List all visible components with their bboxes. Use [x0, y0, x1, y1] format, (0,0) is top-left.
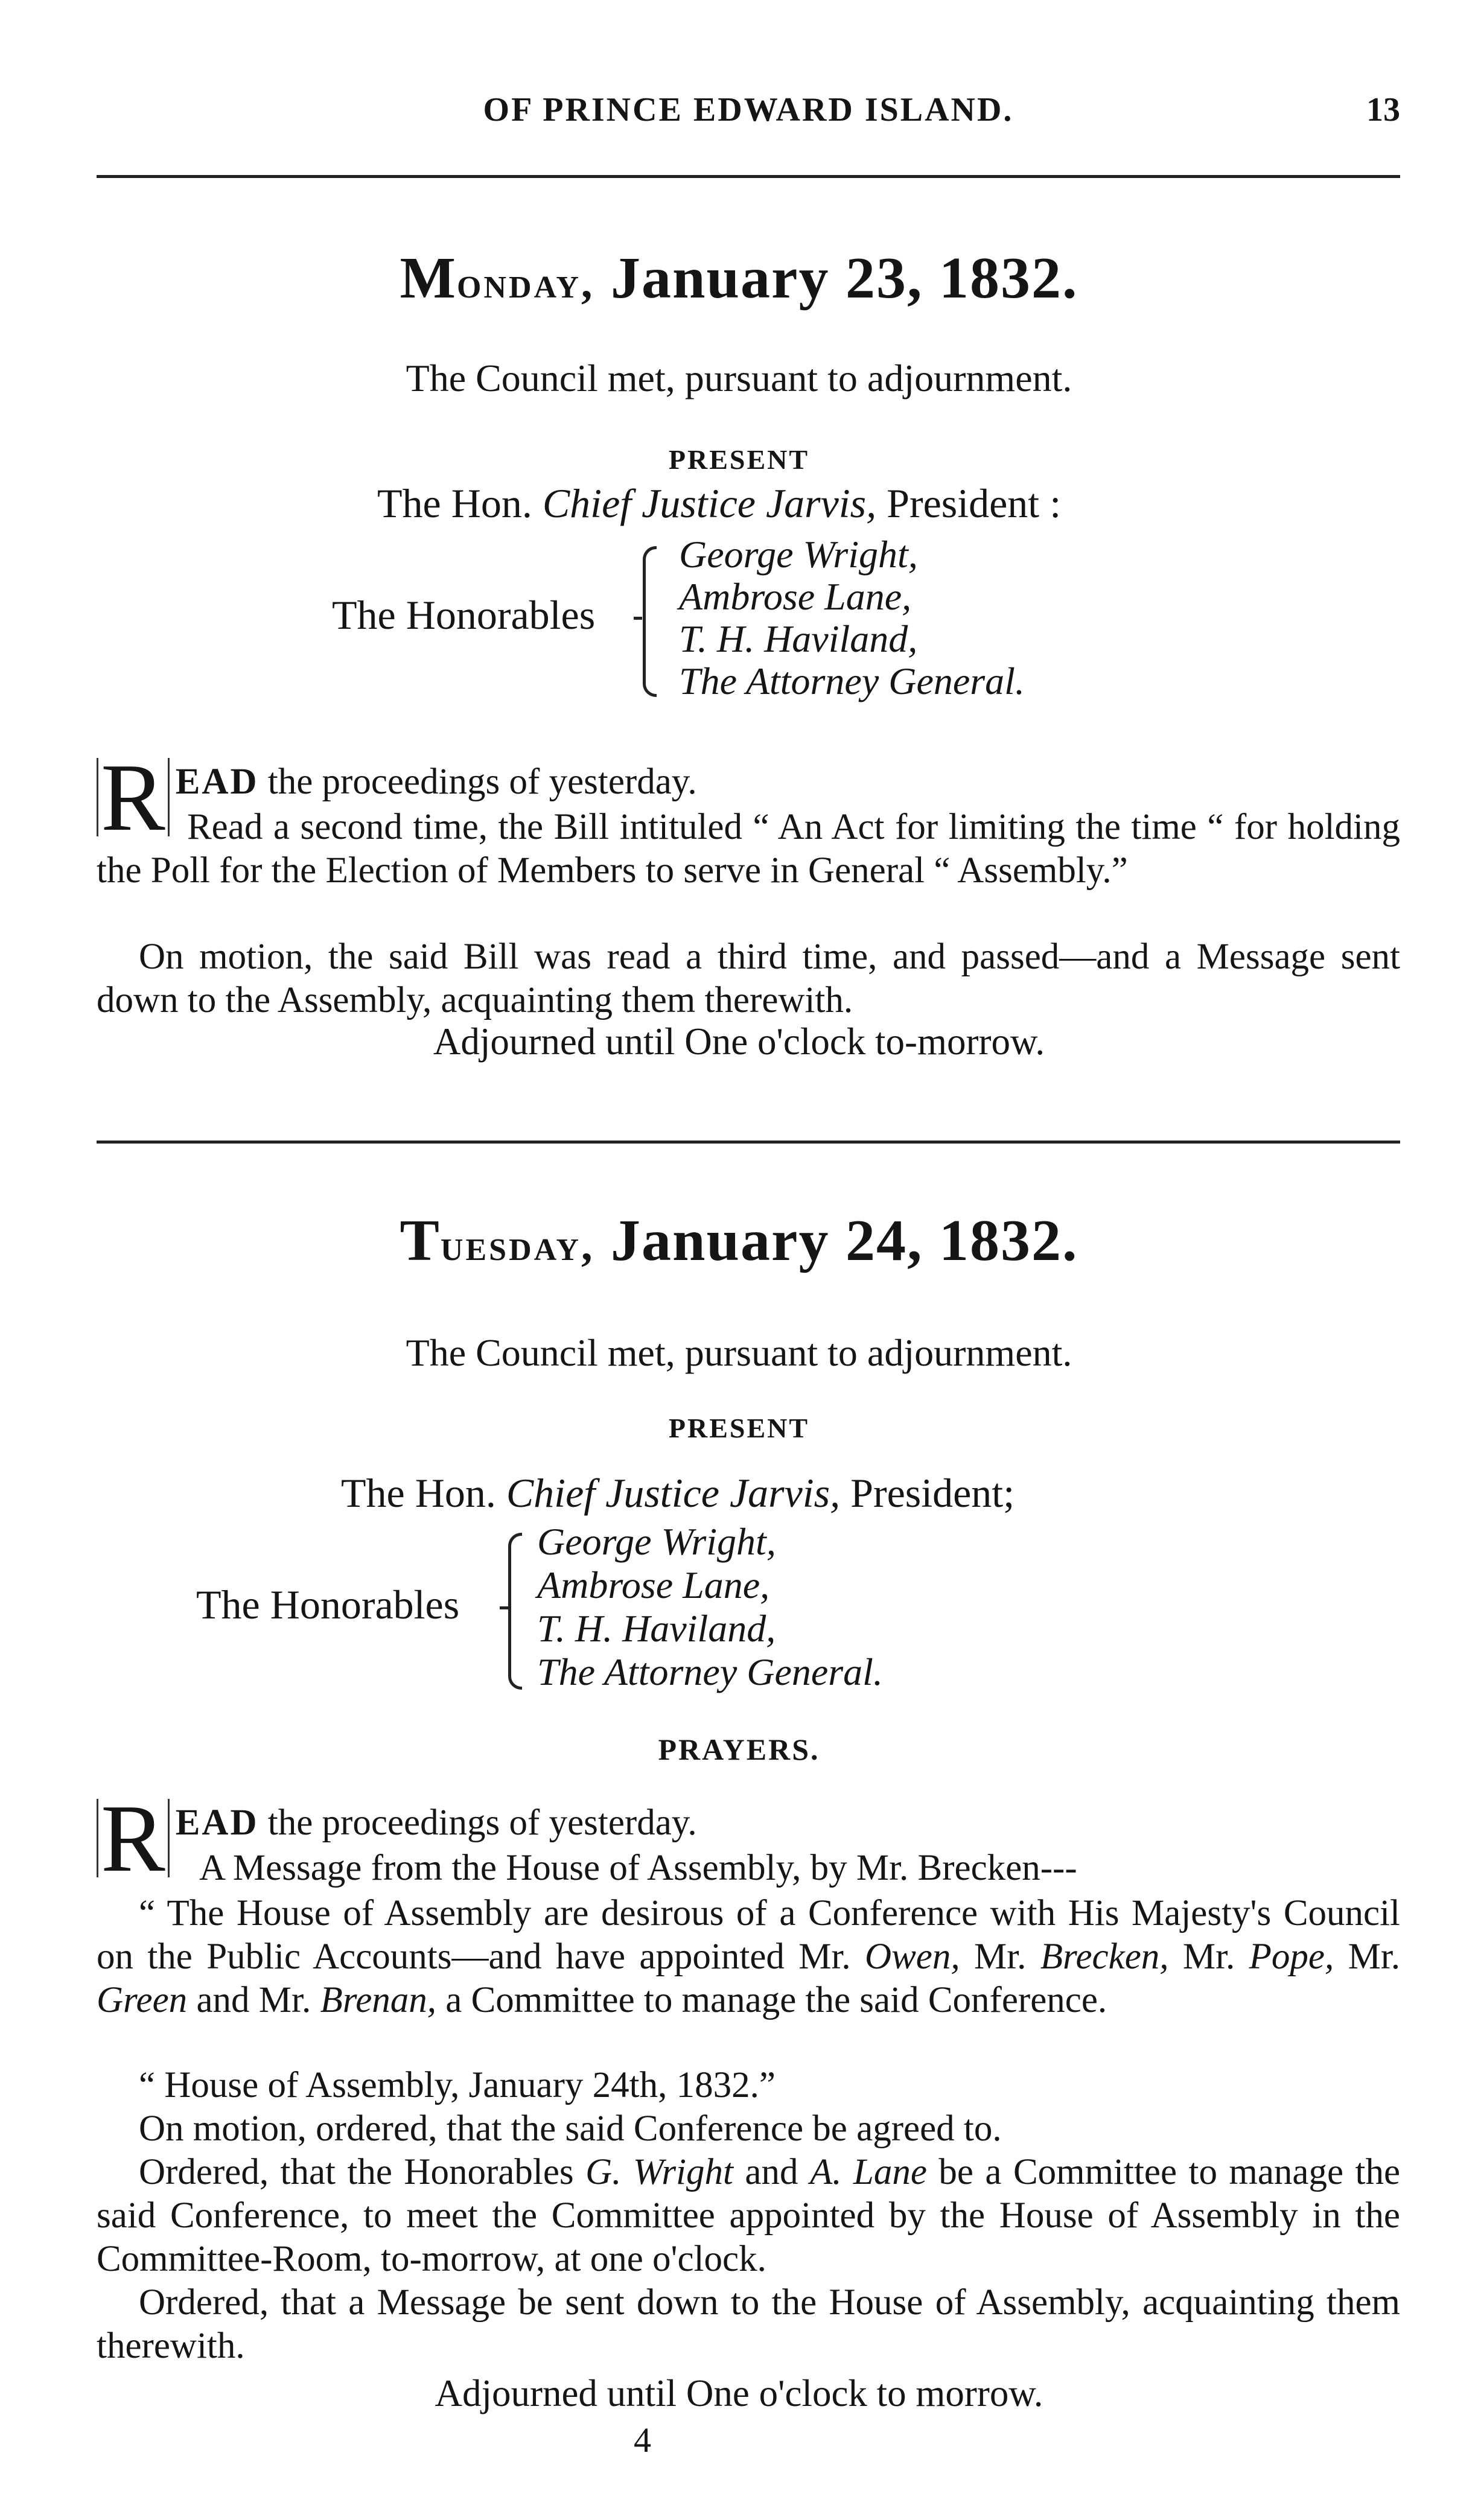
member-2-1: George Wright,: [537, 1520, 776, 1563]
honorables-label-2: The Honorables: [196, 1582, 460, 1628]
present-heading-1: PRESENT: [668, 444, 810, 475]
paragraph-2-7: Ordered, that a Message be sent down to the House of Assembly, acquainting them therewith.: [97, 2282, 1400, 2366]
members-brace-point-1: [634, 617, 642, 620]
running-title: OF PRINCE EDWARD ISLAND.: [483, 91, 1014, 129]
adjourned-1: Adjourned until One o'clock to-morrow.: [433, 1020, 1045, 1063]
paragraph-1-1: R EAD the proceedings of yesterday.: [97, 760, 1400, 836]
member-2-4: The Attorney General.: [537, 1650, 883, 1693]
section-rule: [97, 1141, 1400, 1144]
president-line-2: The Hon. Chief Justice Jarvis, President;: [341, 1470, 1015, 1516]
paragraph-2-5: On motion, ordered, that the said Conference be agreed to.: [139, 2108, 1002, 2149]
paragraph-2-6: Ordered, that the Honorables G. Wright and A. Lane be a Committee to manage the said Conference, to meet the Committee appointed by the House of Assembly in the Committee-Room, to-morrow, at one o'clock.: [97, 2152, 1401, 2279]
member-1-3: T. H. Haviland,: [679, 617, 918, 660]
paragraph-2-3: “ The House of Assembly are desirous of a Conference with His Majesty's Council on the Public Accounts—and have appointed Mr. Owen, Mr. Brecken, Mr. Pope, Mr. Green and Mr. Brenan, a Committee to manage the said Conference.: [97, 1893, 1401, 2020]
paragraph-2-1: R EAD the proceedings of yesterday.: [97, 1801, 1400, 1877]
running-header: [97, 91, 1400, 139]
council-met-1: The Council met, pursuant to adjournment.: [406, 357, 1072, 399]
member-2-3: T. H. Haviland,: [537, 1607, 776, 1650]
member-1-1: George Wright,: [679, 533, 918, 576]
adjourned-2: Adjourned until One o'clock to morrow.: [435, 2372, 1043, 2414]
dropcap-2: R: [97, 1799, 170, 1877]
members-brace-2: [508, 1533, 522, 1690]
dropcap-1: R: [97, 758, 170, 836]
members-brace-point-2: [500, 1606, 508, 1609]
prayers-heading: PRAYERS.: [658, 1732, 820, 1766]
present-heading-2: PRESENT: [668, 1413, 810, 1443]
day-heading-tuesday: Tuesday, January 24, 1832.: [400, 1208, 1078, 1273]
signature-mark: 4: [634, 2420, 651, 2460]
paragraph-2-4: “ House of Assembly, January 24th, 1832.”: [139, 2065, 776, 2105]
members-brace-1: [643, 546, 657, 697]
paragraph-1-3: On motion, the said Bill was read a third time, and passed—and a Message sent down to the Assembly, acquainting them therewith.: [97, 937, 1400, 1020]
page-number: 13: [1366, 91, 1400, 129]
honorables-label-1: The Honorables: [332, 592, 596, 638]
president-line-1: The Hon. Chief Justice Jarvis, President :: [377, 480, 1062, 526]
paragraph-2-2: A Message from the House of Assembly, by Mr. Brecken---: [199, 1848, 1077, 1888]
member-1-4: The Attorney General.: [679, 660, 1025, 702]
paragraph-1-2: Read a second time, the Bill intituled “ An Act for limiting the time “ for holding the Poll for the Election of Members to serve in General “ Assembly.”: [97, 807, 1400, 891]
member-2-2: Ambrose Lane,: [537, 1564, 770, 1606]
member-1-2: Ambrose Lane,: [679, 575, 912, 618]
header-rule: [97, 175, 1400, 178]
day-heading-monday: Monday, January 23, 1832.: [400, 246, 1078, 311]
council-met-2: The Council met, pursuant to adjournment.: [406, 1331, 1072, 1374]
